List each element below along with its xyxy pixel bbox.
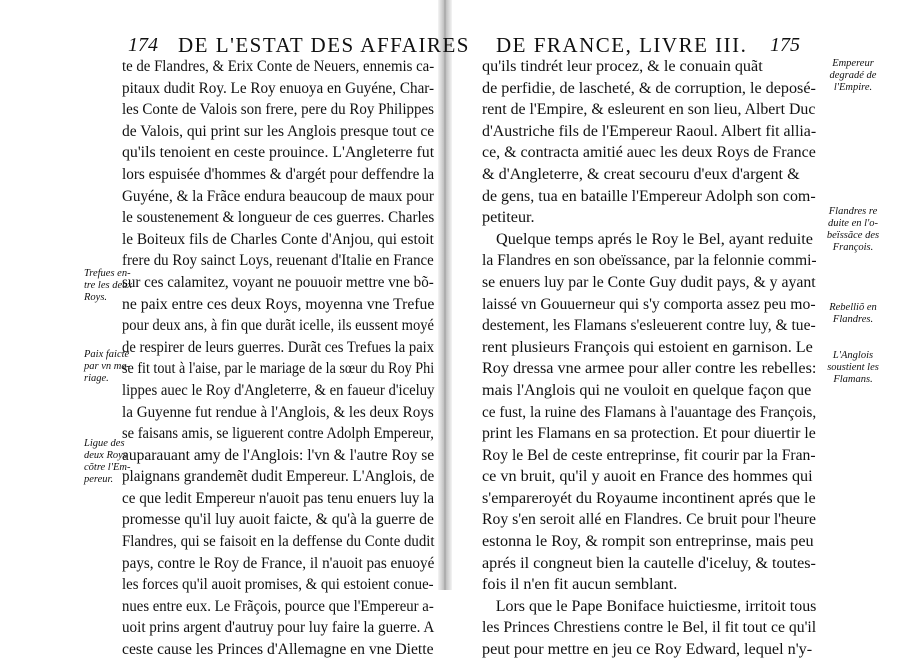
text-line: qu'ils tindrét leur procez, & le conuain quãt <box>482 57 763 75</box>
text-line: de perfidie, de lascheté, & de corruption, le deposé- <box>482 78 816 97</box>
margin-note-line: beïssãce des <box>826 230 880 241</box>
margin-note <box>818 350 888 386</box>
text-line: la Flandres en son obeïssance, par la felonnie commi- <box>482 251 817 270</box>
text-line: rent plusieurs François qui estoient en garnison. Le <box>482 337 813 356</box>
text-line: print les Flamans en sa protection. Et pour diuertir le <box>482 424 816 443</box>
text-line: & d'Angleterre, & creat secouru d'eux d'argent & <box>482 164 800 183</box>
page-number: 175 <box>770 34 800 56</box>
margin-note <box>84 438 144 486</box>
margin-note <box>818 302 888 326</box>
margin-note-line: Rebelliõ en <box>829 302 877 313</box>
text-line: le Boiteux fils de Charles Conte d'Anjou, qui estoit <box>122 229 434 248</box>
margin-note <box>84 349 144 385</box>
text-line: aprés il congneut bien la cautelle d'iceluy, & toutes- <box>482 553 816 572</box>
margin-note-line: Flandres re <box>828 206 878 217</box>
text-line: te de Flandres, & Erix Conte de Neuers, ennemis ca- <box>122 57 435 75</box>
text-line: destement, les Flamans s'esleuerent contre luy, & tue- <box>482 316 816 335</box>
margin-note-line: duite en l'o- <box>827 218 879 229</box>
margin-note <box>84 268 144 304</box>
text-line: lors espuisée d'hommes & d'argét pour deffendre la <box>122 164 435 183</box>
margin-note-line: Roys. <box>84 292 108 303</box>
page-number: 174 <box>128 34 158 56</box>
text-line: se fit tout à l'aise, par le mariage de la sœur du Roy Phi <box>122 359 435 378</box>
text-line: ce, & contracta amitié auec les deux Roys de France <box>482 143 816 162</box>
margin-note-line: pereur. <box>84 474 114 485</box>
text-line: ne paix entre ces deux Roys, moyenna vne Trefue <box>122 294 435 313</box>
margin-note-line: degradé de <box>829 70 877 81</box>
margin-note-line: deux Roys <box>84 450 127 461</box>
text-line: les Princes Chrestiens contre le Bel, il fit tout ce qu'il <box>482 618 817 637</box>
text-line: ce vn bruit, qu'il y auoit en France des hommes qui <box>482 467 813 486</box>
text-line: fois il n'en fit aucun semblant. <box>482 575 678 594</box>
text-line: Flandres, qui se faisoit en la deffense du Conte dudit <box>122 532 435 551</box>
text-line: auparauant amy de l'Anglois: l'vn & l'autre Roy se <box>122 445 435 464</box>
text-line: d'Austriche fils de l'Empereur Raoul. Albert fit allia- <box>482 121 817 140</box>
running-head: DE L'ESTAT DES AFFAIRES <box>178 33 470 57</box>
text-line: plaignans grandemẽt dudit Empereur. L'Anglois, de <box>122 467 435 486</box>
text-line: pays, contre le Roy de France, il n'auoit pas enuoyé <box>122 553 435 572</box>
text-line: de respirer de leurs guerres. Durãt ces Trefues la paix <box>122 337 435 356</box>
text-line: Lors que le Pape Boniface huictiesme, irritoit tous <box>495 596 817 615</box>
text-line: qu'ils tenoient en ceste prouince. L'Angleterre fut <box>122 143 435 162</box>
margin-note-line: Flamans. <box>833 374 873 385</box>
text-line: estonna le Roy, & rompit son entreprinse, mais peu <box>482 532 814 551</box>
text-line: le soustenement & longueur de ces guerres. Charles <box>122 208 435 227</box>
text-line: promesse qu'il luy auoit faicte, & qu'à la guerre de <box>122 510 434 529</box>
text-line: les Conte de Valois son frere, pere du Roy Philippes <box>122 100 434 119</box>
text-line: mais l'Anglois qui ne vouloit en quelque façon que <box>482 380 812 399</box>
margin-note-line: L'Anglois <box>832 350 874 361</box>
text-line: frere du Roy sainct Loys, reuenant d'Italie en France <box>122 251 434 270</box>
text-line: de gens, tua en bataille l'Empereur Adolph son com- <box>482 186 816 205</box>
text-line: laissé vn Gouuerneur qui s'y comporta assez peu mo- <box>482 294 816 313</box>
text-line: uoit prins argent d'autruy pour luy faire la guerre. A <box>122 618 435 637</box>
text-line: ce fust, la ruine des Flamans à l'auantage des François, <box>482 402 817 421</box>
text-line: Roy dressa vne armee pour aller contre les rebelles: <box>482 359 817 378</box>
text-line: de Valois, qui print sur les Anglois presque tout ce <box>122 121 435 140</box>
margin-note-line: Flandres. <box>832 314 874 325</box>
margin-note-line: Paix faicte <box>84 349 130 360</box>
margin-note-line: Trefues en- <box>84 268 131 279</box>
margin-note-line: riage. <box>84 373 109 384</box>
text-line: pitaux dudit Roy. Le Roy enuoya en Guyéne, Char- <box>122 78 435 97</box>
margin-note <box>818 206 888 254</box>
text-line: sur ces calamitez, voyant ne pouuoir mettre vne bõ- <box>122 272 434 291</box>
body-text <box>122 56 434 661</box>
text-line: se faisans amis, se liguerent contre Adolph Empereur, <box>122 424 434 443</box>
book-gutter <box>438 0 452 590</box>
text-line: la Guyenne fut rendue à l'Anglois, & les deux Roys <box>122 402 434 421</box>
running-head: DE FRANCE, LIVRE III. <box>496 33 748 57</box>
text-line: peut pour mettre en jeu ce Roy Edward, lequel n'y- <box>482 640 813 659</box>
text-line: Guyéne, & la Frãce endura beaucoup de maux pour <box>122 186 434 205</box>
margin-note <box>818 58 888 94</box>
margin-note-line: soustient les <box>827 362 879 373</box>
text-line: nues entre eux. Le Frãçois, pource que l'Empereur a- <box>122 596 434 615</box>
text-line: Quelque temps aprés le Roy le Bel, ayant reduite <box>496 229 813 248</box>
text-line: ceste cause les Princes d'Allemagne en vne Diette <box>122 640 434 659</box>
margin-note-line: tre les deux <box>84 280 133 291</box>
margin-note-line: l'Empire. <box>833 82 873 93</box>
body-text <box>482 56 816 661</box>
text-line: les forces qu'il auoit promises, & qui estoient conue- <box>122 575 434 594</box>
text-line: rent de l'Empire, & esleurent en son lieu, Albert Duc <box>482 100 816 119</box>
text-line: Roy s'en seroit allé en Flandres. Ce bruit pour l'heure <box>482 510 816 529</box>
text-line: ce que ledit Empereur n'auoit pas tenu enuers luy la <box>122 488 435 507</box>
margin-note-line: cõtre l'Em- <box>84 462 131 473</box>
margin-note-line: Ligue des <box>84 438 125 449</box>
text-line: s'empareroyét du Royaume incontinent aprés que le <box>482 488 816 507</box>
text-line: lippes auec le Roy d'Angleterre, & en faueur d'iceluy <box>122 380 435 399</box>
margin-note-line: François. <box>832 242 874 253</box>
text-line: petiteur. <box>482 208 535 227</box>
text-line: se enuers luy par le Conte Guy dudit pays, & y ayant <box>482 272 816 291</box>
right-page <box>452 0 900 659</box>
margin-note-line: Empereur <box>832 58 874 69</box>
margin-note-line: par vn ma- <box>84 361 131 372</box>
text-line: pour deux ans, à fin que durãt icelle, ils eussent moyé <box>122 316 434 335</box>
text-line: Roy le Bel de ceste entreprinse, fit courir par la Fran- <box>482 445 816 464</box>
